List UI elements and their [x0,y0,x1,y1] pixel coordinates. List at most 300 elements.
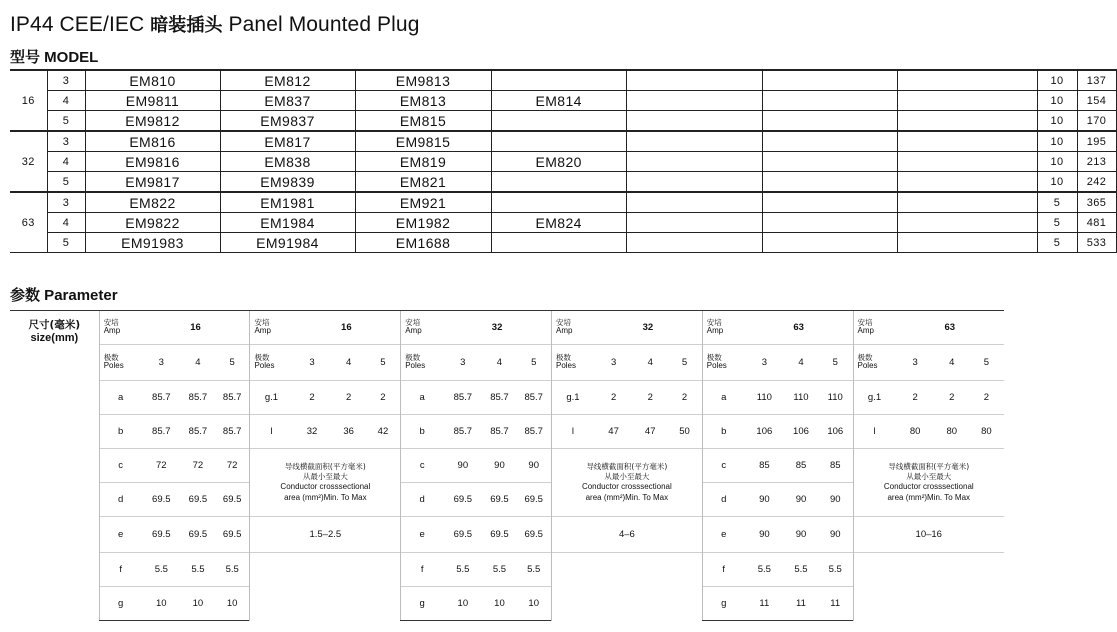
dimension-value: 85.7 [181,381,215,415]
row-label-en: Amp [254,326,271,336]
conductor-note-line: 从最小至最大 [604,471,650,481]
dimension-value: 5.5 [818,553,853,587]
dimension-value: 10 [443,587,482,621]
model-code-cell [491,70,626,91]
dimension-value: 2 [366,381,401,415]
dimension-value: 2 [895,381,934,415]
row-label [250,311,292,345]
row-label [99,345,141,381]
model-row [10,91,1116,111]
empty-cell [762,172,897,193]
dimension-value: 85.7 [215,381,250,415]
model-code-cell: EM837 [220,91,355,111]
empty-cell [897,91,1037,111]
qty-cell: 5 [1037,233,1077,253]
row-label-zh: 安培 [706,317,722,327]
model-row [10,192,1116,213]
dimension-value: 47 [633,415,667,449]
model-code-cell: EM1981 [220,192,355,213]
empty-cell [897,152,1037,172]
model-code-cell: EM812 [220,70,355,91]
dimension-value: 85.7 [482,415,516,449]
qty-cell: 5 [1037,213,1077,233]
dimension-key: l [250,415,292,449]
dimension-key: f [702,553,744,587]
dimension-value: 85 [818,449,853,483]
empty-cell [897,111,1037,132]
model-code-cell: EM9816 [85,152,220,172]
dimension-value: 69.5 [215,483,250,517]
poles-value: 5 [667,345,702,381]
poles-cell: 3 [47,131,85,152]
model-code-cell: EM91984 [220,233,355,253]
dimension-value: 2 [292,381,331,415]
poles-cell: 5 [47,233,85,253]
dimension-value: 72 [215,449,250,483]
dimension-value: 36 [332,415,366,449]
dimension-value: 69.5 [443,517,482,553]
dimension-key: g [401,587,443,621]
weight-cell: 242 [1077,172,1116,193]
row-label-zh: 极数 [857,352,873,362]
empty-cell [897,172,1037,193]
model-code-cell: EM91983 [85,233,220,253]
row-label-en: Amp [706,326,724,336]
dimension-value: 2 [633,381,667,415]
empty-cell [897,192,1037,213]
empty-cell [762,192,897,213]
row-label-en: Amp [857,326,874,336]
model-code-cell: EM822 [85,192,220,213]
row-label [551,311,593,345]
row-label-zh: 安培 [254,317,270,327]
model-code-cell: EM9815 [355,131,491,152]
conductor-range: 10–16 [853,517,1004,553]
dimension-value: 110 [784,381,818,415]
dimension-value: 47 [594,415,633,449]
row-label [702,311,744,345]
empty-cell [250,553,401,621]
weight-cell: 170 [1077,111,1116,132]
row-label [250,345,292,381]
dimension-value: 11 [818,587,853,621]
poles-value: 3 [594,345,633,381]
param-row [10,345,1004,381]
conductor-note-line: 导线横截面积(平方毫米) [284,461,366,471]
parameter-heading: 参数 Parameter [10,286,118,304]
dimension-value: 2 [594,381,633,415]
dimension-value: 10 [181,587,215,621]
amp-cell: 16 [10,70,47,131]
poles-value: 5 [818,345,853,381]
dimension-key: g [702,587,744,621]
conductor-note [250,449,401,517]
dimension-value: 69.5 [443,483,482,517]
model-code-cell [491,111,626,132]
empty-cell [762,111,897,132]
dimension-value: 69.5 [181,483,215,517]
empty-cell [762,70,897,91]
poles-value: 4 [633,345,667,381]
dimension-value: 85 [784,449,818,483]
dimension-value: 2 [935,381,969,415]
dimension-value: 72 [181,449,215,483]
row-label-en: Amp [405,326,422,336]
dimension-value: 5.5 [784,553,818,587]
model-code-cell: EM821 [355,172,491,193]
model-code-cell: EM9817 [85,172,220,193]
qty-cell: 10 [1037,172,1077,193]
param-row [10,381,1004,415]
dimension-value: 90 [818,517,853,553]
empty-cell [762,213,897,233]
poles-value: 4 [482,345,516,381]
model-code-cell: EM9812 [85,111,220,132]
conductor-note-line: area (mm²)Min. To Max [284,492,367,502]
dimension-value: 90 [482,449,516,483]
conductor-note-line: 从最小至最大 [302,471,348,481]
param-row [10,415,1004,449]
dimension-value: 2 [332,381,366,415]
weight-cell: 213 [1077,152,1116,172]
row-label-en: Poles [103,361,124,371]
row-label-zh: 安培 [555,317,571,327]
dimension-value: 85.7 [516,415,551,449]
qty-cell: 5 [1037,192,1077,213]
dimension-key: l [551,415,593,449]
model-code-cell: EM1982 [355,213,491,233]
model-row [10,152,1116,172]
dimension-value: 10 [215,587,250,621]
dimension-key: c [401,449,443,483]
poles-cell: 5 [47,111,85,132]
poles-value: 4 [935,345,969,381]
empty-cell [626,111,762,132]
row-label-en: Poles [555,361,576,371]
row-label-zh: 极数 [103,352,119,362]
model-row [10,213,1116,233]
poles-cell: 4 [47,152,85,172]
model-code-cell: EM815 [355,111,491,132]
weight-cell: 195 [1077,131,1116,152]
page-title: IP44 CEE/IEC 暗装插头 Panel Mounted Plug [10,13,420,36]
dimension-value: 69.5 [142,483,181,517]
empty-cell [762,233,897,253]
qty-cell: 10 [1037,111,1077,132]
dimension-key: d [99,483,141,517]
amp-value: 16 [292,311,400,345]
dimension-value: 5.5 [181,553,215,587]
dimension-value: 5.5 [443,553,482,587]
dimension-value: 85.7 [181,415,215,449]
dimension-value: 80 [935,415,969,449]
model-code-cell: EM810 [85,70,220,91]
amp-value: 32 [594,311,702,345]
dimension-value: 5.5 [142,553,181,587]
dimension-value: 5.5 [745,553,784,587]
weight-cell: 365 [1077,192,1116,213]
conductor-range: 4–6 [551,517,702,553]
empty-cell [626,152,762,172]
row-label-zh: 极数 [405,352,421,362]
empty-cell [762,152,897,172]
dimension-value: 85.7 [142,381,181,415]
conductor-note [853,449,1004,517]
dimension-key: b [702,415,744,449]
conductor-range: 1.5–2.5 [250,517,401,553]
conductor-note-line: Conductor crosssectional [883,481,974,491]
dimension-value: 90 [745,517,784,553]
model-row [10,70,1116,91]
poles-value: 3 [443,345,482,381]
poles-cell: 5 [47,172,85,193]
poles-value: 4 [181,345,215,381]
poles-value: 3 [895,345,934,381]
poles-cell: 3 [47,70,85,91]
dimension-value: 10 [142,587,181,621]
dimension-key: e [702,517,744,553]
row-label-zh: 极数 [706,352,722,362]
dimension-key: c [702,449,744,483]
model-code-cell: EM838 [220,152,355,172]
weight-cell: 154 [1077,91,1116,111]
dimension-value: 5.5 [482,553,516,587]
dimension-value: 69.5 [142,517,181,553]
row-label-en: Poles [706,361,727,371]
dimension-value: 69.5 [482,517,516,553]
dimension-value: 85 [745,449,784,483]
poles-cell: 4 [47,213,85,233]
empty-cell [626,192,762,213]
empty-cell [853,553,1004,621]
dimension-value: 85.7 [443,415,482,449]
dimension-value: 10 [516,587,551,621]
poles-value: 5 [969,345,1004,381]
dimension-value: 69.5 [516,483,551,517]
dimension-key: c [99,449,141,483]
dimension-value: 85.7 [142,415,181,449]
dimension-key: a [99,381,141,415]
dimension-value: 11 [784,587,818,621]
dimension-key: b [401,415,443,449]
dimension-value: 50 [667,415,702,449]
empty-cell [897,213,1037,233]
empty-cell [626,70,762,91]
model-code-cell [491,233,626,253]
model-row [10,172,1116,193]
row-label [853,311,895,345]
dimension-value: 85.7 [516,381,551,415]
row-label-en: Amp [103,326,121,336]
dimension-value: 110 [745,381,784,415]
poles-value: 5 [366,345,401,381]
dimension-value: 5.5 [516,553,551,587]
model-code-cell: EM9822 [85,213,220,233]
dimension-value: 69.5 [516,517,551,553]
dimension-value: 90 [818,483,853,517]
qty-cell: 10 [1037,91,1077,111]
row-label-en: Amp [555,326,573,336]
dimension-value: 10 [482,587,516,621]
dimension-key: a [702,381,744,415]
model-code-cell [491,192,626,213]
empty-cell [626,131,762,152]
size-label [10,311,99,621]
empty-cell [897,233,1037,253]
dimension-value: 69.5 [181,517,215,553]
empty-cell [626,172,762,193]
dimension-value: 80 [969,415,1004,449]
dimension-value: 11 [745,587,784,621]
conductor-note-line: 从最小至最大 [906,471,952,481]
model-row [10,111,1116,132]
dimension-key: f [401,553,443,587]
amp-value: 16 [142,311,250,345]
dimension-value: 90 [784,483,818,517]
param-row [10,553,1004,587]
dimension-value: 80 [895,415,934,449]
dimension-value: 85.7 [215,415,250,449]
empty-cell [626,213,762,233]
model-code-cell: EM814 [491,91,626,111]
dimension-value: 90 [784,517,818,553]
amp-value: 32 [443,311,551,345]
row-label-en: Poles [254,361,275,371]
poles-value: 4 [784,345,818,381]
row-label [551,345,593,381]
row-label [99,311,141,345]
dimension-key: f [99,553,141,587]
model-code-cell: EM817 [220,131,355,152]
empty-cell [626,233,762,253]
param-row [10,311,1004,345]
dimension-value: 106 [745,415,784,449]
model-code-cell: EM1688 [355,233,491,253]
qty-cell: 10 [1037,70,1077,91]
dimension-value: 69.5 [482,483,516,517]
empty-cell [762,131,897,152]
conductor-note-line: area (mm²)Min. To Max [887,492,971,502]
poles-value: 5 [215,345,250,381]
empty-cell [897,131,1037,152]
dimension-key: d [401,483,443,517]
model-row [10,131,1116,152]
dimension-value: 42 [366,415,401,449]
model-code-cell [491,131,626,152]
amp-value: 63 [745,311,853,345]
dimension-value: 72 [142,449,181,483]
dimension-key: b [99,415,141,449]
dimension-key: g.1 [250,381,292,415]
dimension-value: 32 [292,415,331,449]
model-code-cell: EM9837 [220,111,355,132]
model-code-cell: EM9839 [220,172,355,193]
dimension-key: a [401,381,443,415]
dimension-value: 85.7 [482,381,516,415]
model-code-cell: EM9813 [355,70,491,91]
dimension-value: 5.5 [215,553,250,587]
model-code-cell: EM820 [491,152,626,172]
poles-cell: 3 [47,192,85,213]
dimension-key: l [853,415,895,449]
weight-cell: 533 [1077,233,1116,253]
empty-cell [897,70,1037,91]
conductor-note-line: area (mm²)Min. To Max [585,492,669,502]
empty-cell [762,91,897,111]
poles-value: 4 [332,345,366,381]
dimension-value: 90 [745,483,784,517]
model-row [10,233,1116,253]
model-heading: 型号 MODEL [10,48,99,66]
model-code-cell: EM824 [491,213,626,233]
weight-cell: 137 [1077,70,1116,91]
poles-value: 3 [292,345,331,381]
conductor-note-line: 导线横截面积(平方毫米) [586,461,668,471]
amp-value: 63 [895,311,1004,345]
dimension-value: 2 [667,381,702,415]
dimension-key: e [99,517,141,553]
poles-cell: 4 [47,91,85,111]
model-table [10,69,1117,253]
model-code-cell: EM9811 [85,91,220,111]
amp-cell: 63 [10,192,47,253]
row-label-en: Poles [857,361,878,371]
model-code-cell: EM813 [355,91,491,111]
row-label [401,345,443,381]
model-code-cell: EM921 [355,192,491,213]
row-label-en: Poles [405,361,426,371]
model-code-cell: EM816 [85,131,220,152]
dimension-key: d [702,483,744,517]
row-label [401,311,443,345]
row-label [853,345,895,381]
poles-value: 3 [142,345,181,381]
param-row [10,449,1004,483]
dimension-key: e [401,517,443,553]
dimension-value: 2 [969,381,1004,415]
row-label-zh: 极数 [555,352,571,362]
qty-cell: 10 [1037,152,1077,172]
dimension-value: 90 [516,449,551,483]
row-label-zh: 安培 [103,317,119,327]
dimension-value: 85.7 [443,381,482,415]
conductor-note-line: 导线横截面积(平方毫米) [888,461,970,471]
row-label [702,345,744,381]
empty-cell [551,553,702,621]
poles-value: 5 [516,345,551,381]
size-label-en: size(mm) [30,331,79,344]
dimension-key: g.1 [853,381,895,415]
model-code-cell: EM1984 [220,213,355,233]
conductor-note [551,449,702,517]
size-label-zh: 尺寸(毫米) [28,319,81,331]
amp-cell: 32 [10,131,47,192]
conductor-note-line: Conductor crosssectional [280,481,371,491]
parameter-table [10,310,1004,621]
model-code-cell: EM819 [355,152,491,172]
dimension-key: g.1 [551,381,593,415]
weight-cell: 481 [1077,213,1116,233]
row-label-zh: 极数 [254,352,270,362]
dimension-value: 106 [818,415,853,449]
dimension-value: 69.5 [215,517,250,553]
qty-cell: 10 [1037,131,1077,152]
dimension-key: g [99,587,141,621]
dimension-value: 110 [818,381,853,415]
poles-value: 3 [745,345,784,381]
model-code-cell [491,172,626,193]
row-label-zh: 安培 [857,317,873,327]
